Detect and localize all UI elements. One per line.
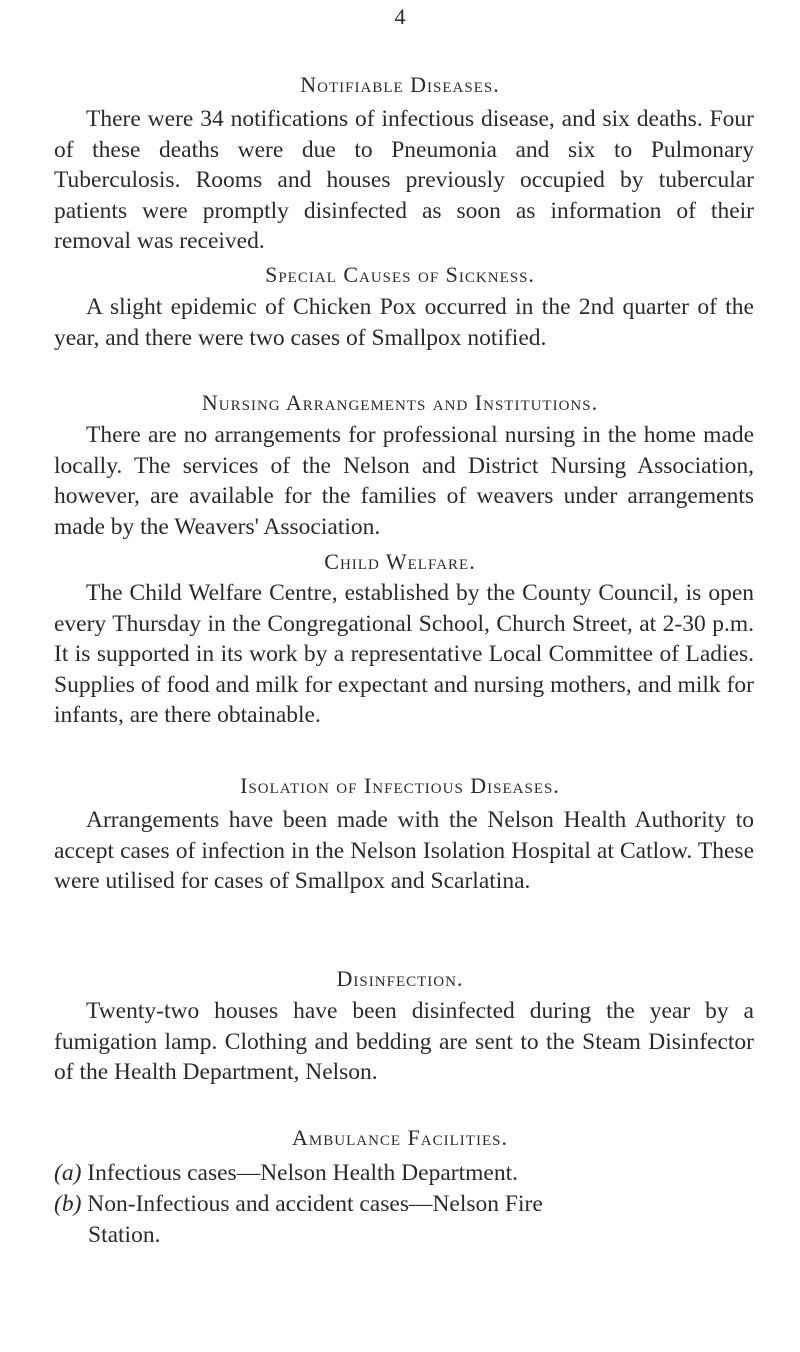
paragraph-notifiable-diseases: There were 34 notifications of infectious disease, and six deaths. Four of these deaths were due to Pneumonia and six to Pulmonary Tuberculosis. Rooms and houses previously occupied by tubercular patients were promptly disinfected as soon as information of their removal was received. — [54, 106, 754, 254]
item-b-tag: (b) — [54, 1191, 82, 1217]
heading-special-causes: Special Causes of Sickness. — [265, 262, 535, 287]
paragraph-isolation: Arrangements have been made with the Nelson Health Authority to accept cases of infection in the Nelson Isolation Hospital at Catlow. These were utilised for cases of Smallpox and Scarlatina. — [54, 807, 754, 894]
paragraph-nursing-arrangements: There are no arrangements for professional nursing in the home made locally. The services of the Nelson and District Nursing Association, however, are available for the families of weavers under arrangements made by the Weavers' Association. — [54, 422, 754, 540]
item-b-text-line1: Non-Infectious and accident cases—Nelson Fire — [87, 1191, 543, 1217]
item-a-tag: (a) — [54, 1160, 82, 1186]
paragraph-special-causes: A slight epidemic of Chicken Pox occurred in the 2nd quarter of the year, and there were two cases of Smallpox notified. — [54, 294, 754, 351]
ambulance-item-b — [54, 1189, 764, 1250]
heading-isolation: Isolation of Infectious Diseases. — [240, 773, 560, 798]
heading-ambulance-facilities: Ambulance Facilities. — [292, 1125, 508, 1150]
page-number: 4 — [394, 4, 406, 29]
paragraph-disinfection: Twenty-two houses have been disinfected during the year by a fumigation lamp. Clothing and bedding are sent to the Steam Disinfector of the Health Department, Nelson. — [54, 998, 754, 1085]
ambulance-item-a — [54, 1158, 764, 1189]
heading-child-welfare: Child Welfare. — [324, 549, 476, 574]
paragraph-child-welfare: The Child Welfare Centre, established by the County Council, is open every Thursday in the Congregational School, Church Street, at 2-30 p.m. It is supported in its work by a representative Local Committee of Ladies. Supplies of food and milk for expectant and nursing mothers, and milk for infants, are there obtainable. — [54, 580, 754, 728]
heading-notifiable-diseases: Notifiable Diseases. — [300, 72, 500, 97]
heading-nursing-arrangements: Nursing Arrangements and Institutions. — [201, 390, 599, 415]
heading-disinfection: Disinfection. — [336, 966, 464, 991]
item-a-text: Infectious cases—Nelson Health Department. — [87, 1160, 518, 1186]
item-b-text-line2: Station. — [88, 1221, 161, 1248]
